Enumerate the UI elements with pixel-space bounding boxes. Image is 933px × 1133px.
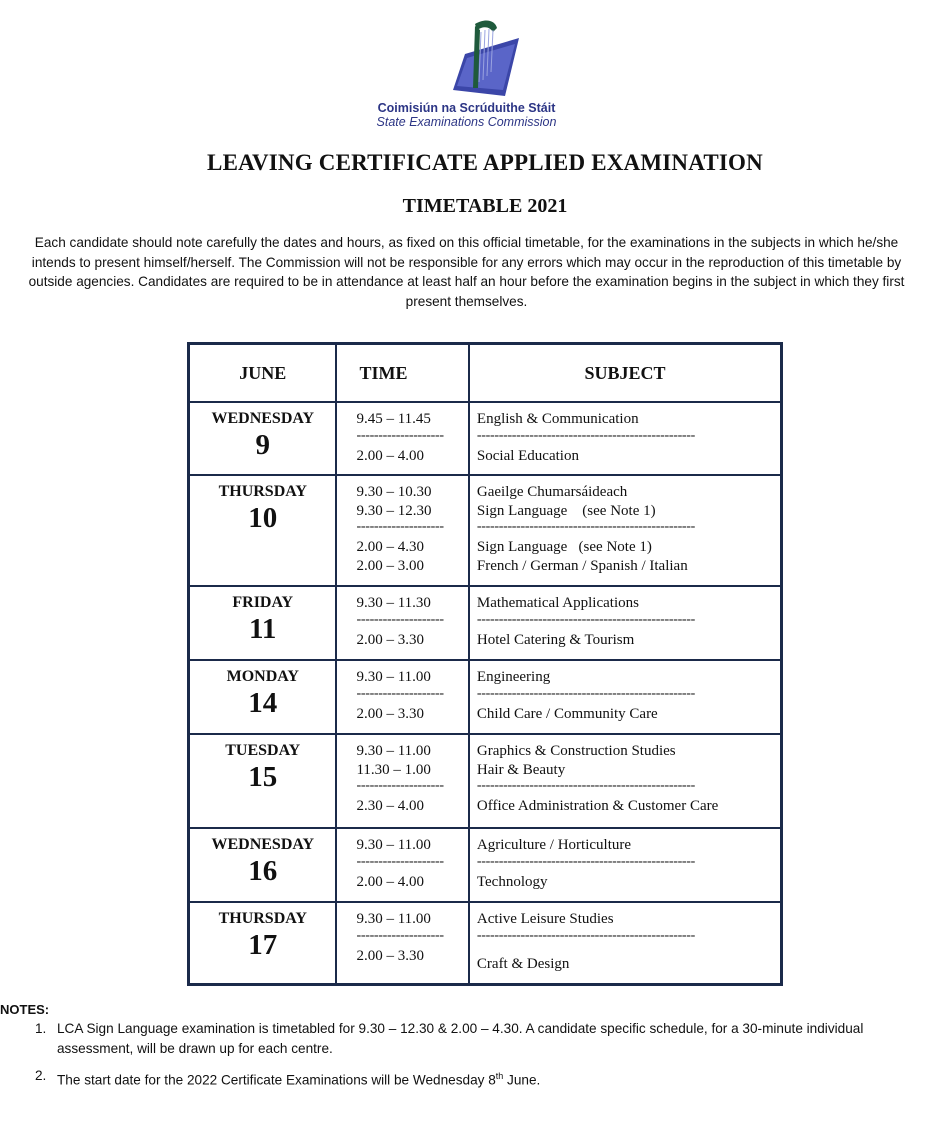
table-row	[189, 475, 782, 586]
day-name: THURSDAY	[218, 483, 307, 500]
note-text-before: The start date for the 2022 Certificate Examinations will be Wednesday 8	[57, 1072, 496, 1088]
time-separator: --------------------	[356, 612, 444, 627]
time-separator: --------------------	[356, 520, 444, 534]
day-date: 17	[248, 929, 278, 961]
subject: Agriculture / Horticulture	[476, 837, 632, 853]
subject: Mathematical Applications	[476, 595, 639, 611]
note-text: LCA Sign Language examination is timetabled for 9.30 – 12.30 & 2.00 – 4.30. A candidate specific schedule, for a 30-minute individual assessment, will be drawn up for each centre.	[57, 1021, 864, 1056]
org-name-irish: Coimisiún na Scrúduithe Stáit	[377, 101, 556, 115]
time-separator: --------------------	[356, 686, 444, 701]
time-slot: 9.30 – 11.00	[356, 743, 431, 759]
day-date: 9	[255, 429, 270, 461]
time-slot: 2.00 – 3.30	[356, 631, 424, 648]
table-row	[189, 402, 782, 475]
subject: Sign Language (see Note 1)	[476, 502, 656, 519]
harp-logo	[445, 18, 525, 102]
subject-header: SUBJECT	[469, 344, 782, 403]
subject: Hair & Beauty	[476, 761, 566, 778]
subject: Graphics & Construction Studies	[476, 743, 676, 759]
day-date: 16	[248, 855, 278, 887]
time-slot: 2.00 – 4.00	[356, 447, 424, 464]
intro-paragraph: Each candidate should note carefully the dates and hours, as fixed on this official timetable, for the examinations in the subjects in which he/she intends to present himself/herself. The Commission will not be responsible for any errors which may occur in the reproduction of this timetable by outside agencies. Candidates are required to be in attendance at least half an hour before the examination begins in the subject in which they first present themselves.	[28, 235, 905, 309]
time-slot: 2.30 – 4.00	[356, 798, 424, 814]
day-name: MONDAY	[226, 668, 299, 685]
time-slot: 9.30 – 11.00	[356, 837, 431, 853]
day-name: WEDNESDAY	[211, 410, 315, 427]
subject-separator: --------------------------------------------------	[476, 779, 696, 793]
subject: Technology	[476, 873, 548, 890]
subject: Gaeilge Chumarsáideach	[476, 484, 628, 500]
time-slot: 2.00 – 3.00	[356, 557, 424, 574]
ordinal-suffix: th	[495, 1071, 504, 1081]
time-separator: --------------------	[356, 854, 444, 869]
time-slot: 9.45 – 11.45	[356, 411, 431, 427]
subject: French / German / Spanish / Italian	[476, 557, 688, 574]
time-slot: 9.30 – 12.30	[356, 502, 432, 519]
time-slot: 11.30 – 1.00	[356, 761, 431, 778]
day-date: 11	[249, 613, 277, 645]
note-number: 1.	[35, 1021, 47, 1036]
subject-separator: --------------------------------------------------	[476, 686, 696, 701]
time-separator: --------------------	[356, 928, 444, 943]
subject: Office Administration & Customer Care	[476, 798, 719, 814]
time-slot: 9.30 – 11.00	[356, 669, 431, 685]
table-row	[189, 660, 782, 734]
time-slot: 9.30 – 10.30	[356, 484, 432, 500]
subject: Craft & Design	[476, 955, 570, 972]
page-title: LEAVING CERTIFICATE APPLIED EXAMINATION	[207, 150, 763, 175]
org-name-english: State Examinations Commission	[376, 115, 557, 129]
note-text	[57, 1066, 897, 1091]
notes-heading: NOTES:	[0, 1002, 50, 1017]
table-row	[189, 734, 782, 828]
day-date: 14	[248, 687, 278, 719]
table-row	[189, 586, 782, 660]
time-slot: 2.00 – 4.30	[356, 539, 424, 555]
table-row	[189, 828, 782, 902]
time-slot: 2.00 – 3.30	[356, 947, 424, 964]
subject: Social Education	[476, 447, 579, 464]
note-text-after: June.	[503, 1072, 541, 1088]
timetable	[187, 342, 783, 986]
subject-separator: --------------------------------------------------	[476, 520, 696, 534]
day-date: 15	[248, 761, 278, 793]
time-slot: 9.30 – 11.30	[356, 595, 431, 611]
time-slot: 2.00 – 4.00	[356, 873, 424, 890]
time-separator: --------------------	[356, 779, 444, 793]
subject-separator: --------------------------------------------------	[476, 928, 696, 943]
day-date: 10	[248, 502, 278, 534]
note-number: 2.	[35, 1068, 47, 1083]
subject: Hotel Catering & Tourism	[476, 631, 635, 648]
subject-separator: --------------------------------------------------	[476, 612, 696, 627]
day-name: THURSDAY	[218, 910, 307, 927]
day-name: TUESDAY	[225, 742, 301, 759]
month-header: JUNE	[189, 344, 337, 403]
subject: Engineering	[476, 669, 551, 685]
subject-separator: --------------------------------------------------	[476, 854, 696, 869]
subject: Child Care / Community Care	[476, 705, 658, 722]
day-name: WEDNESDAY	[211, 836, 315, 853]
subject: Active Leisure Studies	[476, 911, 614, 927]
subject: English & Communication	[476, 411, 639, 427]
table-header-row	[189, 344, 782, 403]
time-slot: 9.30 – 11.00	[356, 911, 431, 927]
day-name: FRIDAY	[232, 594, 294, 611]
time-header: TIME	[336, 344, 468, 403]
table-row	[189, 902, 782, 984]
page-subtitle: TIMETABLE 2021	[402, 195, 568, 217]
subject-separator: --------------------------------------------------	[476, 428, 696, 443]
time-slot: 2.00 – 3.30	[356, 705, 424, 722]
time-separator: --------------------	[356, 428, 444, 443]
subject: Sign Language (see Note 1)	[476, 539, 652, 555]
